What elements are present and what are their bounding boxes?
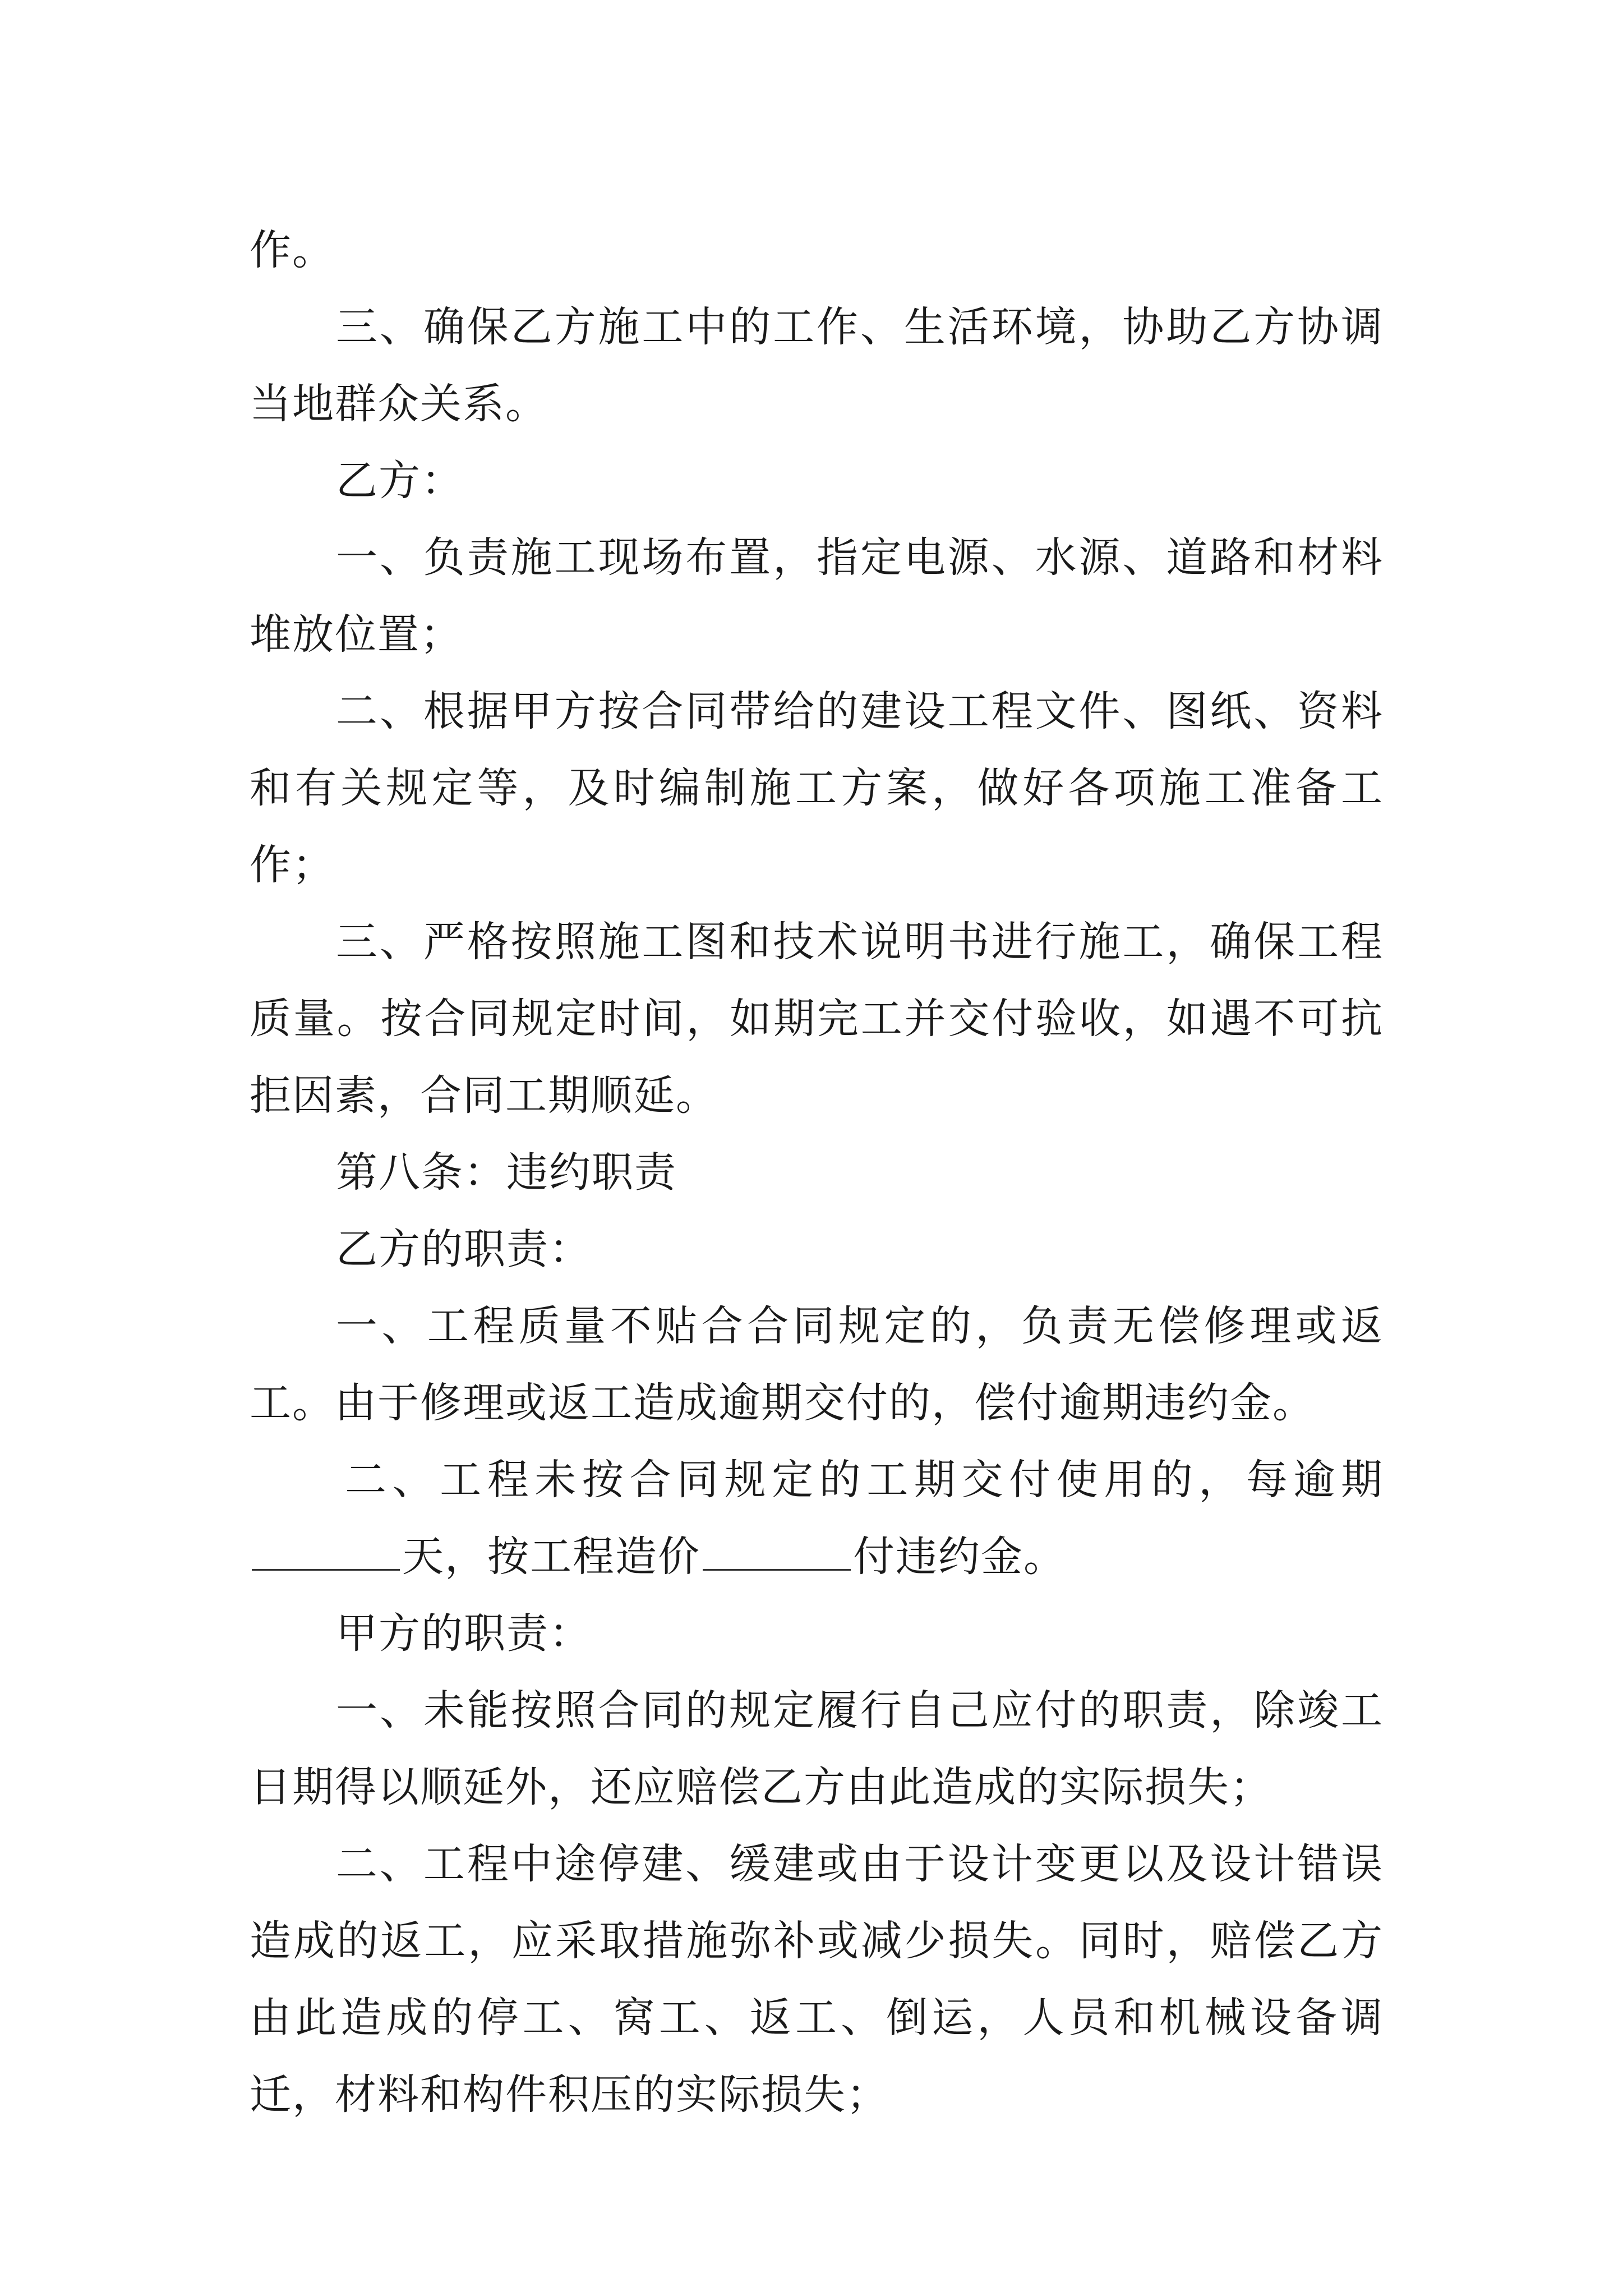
- article-8-heading: 第八条：违约职责: [336, 1148, 677, 1197]
- heading-party-a-liability: 甲方的职责：: [336, 1609, 592, 1658]
- liability-2-text-end: 付违约金。: [853, 1533, 1066, 1581]
- paragraph-party-b-duty-2: 二、根据甲方按合同带给的建设工程文件、图纸、资料和有关规定等，及时编制施工方案，做好各项施工准备工作；: [250, 687, 1384, 889]
- heading-party-b-liability: 乙方的职责：: [336, 1225, 592, 1273]
- paragraph-party-a-duty-3: 三、确保乙方施工中的工作、生活环境，协助乙方协调当地群众关系。: [250, 303, 1384, 428]
- paragraph-party-b-duty-1: 一、负责施工现场布置，指定电源、水源、道路和材料堆放位置；: [250, 533, 1384, 659]
- liability-2-text-middle: 天，按工程造价: [402, 1533, 700, 1581]
- liability-2-text-start: 二、工程未按合同规定的工期交付使用的，每逾期: [345, 1456, 1384, 1504]
- blank-days-field: [252, 1568, 400, 1571]
- paragraph-party-b-duty-3: 三、严格按照施工图和技术说明书进行施工，确保工程质量。按合同规定时间，如期完工并交付验收，如遇不可抗拒因素，合同工期顺延。: [250, 918, 1384, 1120]
- document-body: [250, 212, 1384, 2133]
- blank-rate-field: [703, 1568, 851, 1571]
- paragraph-party-a-liability-2: 二、工程中途停建、缓建或由于设计变更以及设计错误造成的返工，应采取措施弥补或减少损失。同时，赔偿乙方由此造成的停工、窝工、返工、倒运，人员和机械设备调迁，材料和构件积压的实际损失；: [250, 1840, 1384, 2119]
- paragraph-party-b-liability-2: [250, 1442, 1384, 1595]
- paragraph-continuation: 作。: [250, 226, 335, 274]
- paragraph-party-b-liability-1: 一、工程质量不贴合合同规定的，负责无偿修理或返工。由于修理或返工造成逾期交付的，偿付逾期违约金。: [250, 1302, 1384, 1427]
- heading-party-b: 乙方：: [336, 457, 464, 505]
- paragraph-party-a-liability-1: 一、未能按照合同的规定履行自己应付的职责，除竣工日期得以顺延外，还应赔偿乙方由此造成的实际损失；: [250, 1686, 1384, 1811]
